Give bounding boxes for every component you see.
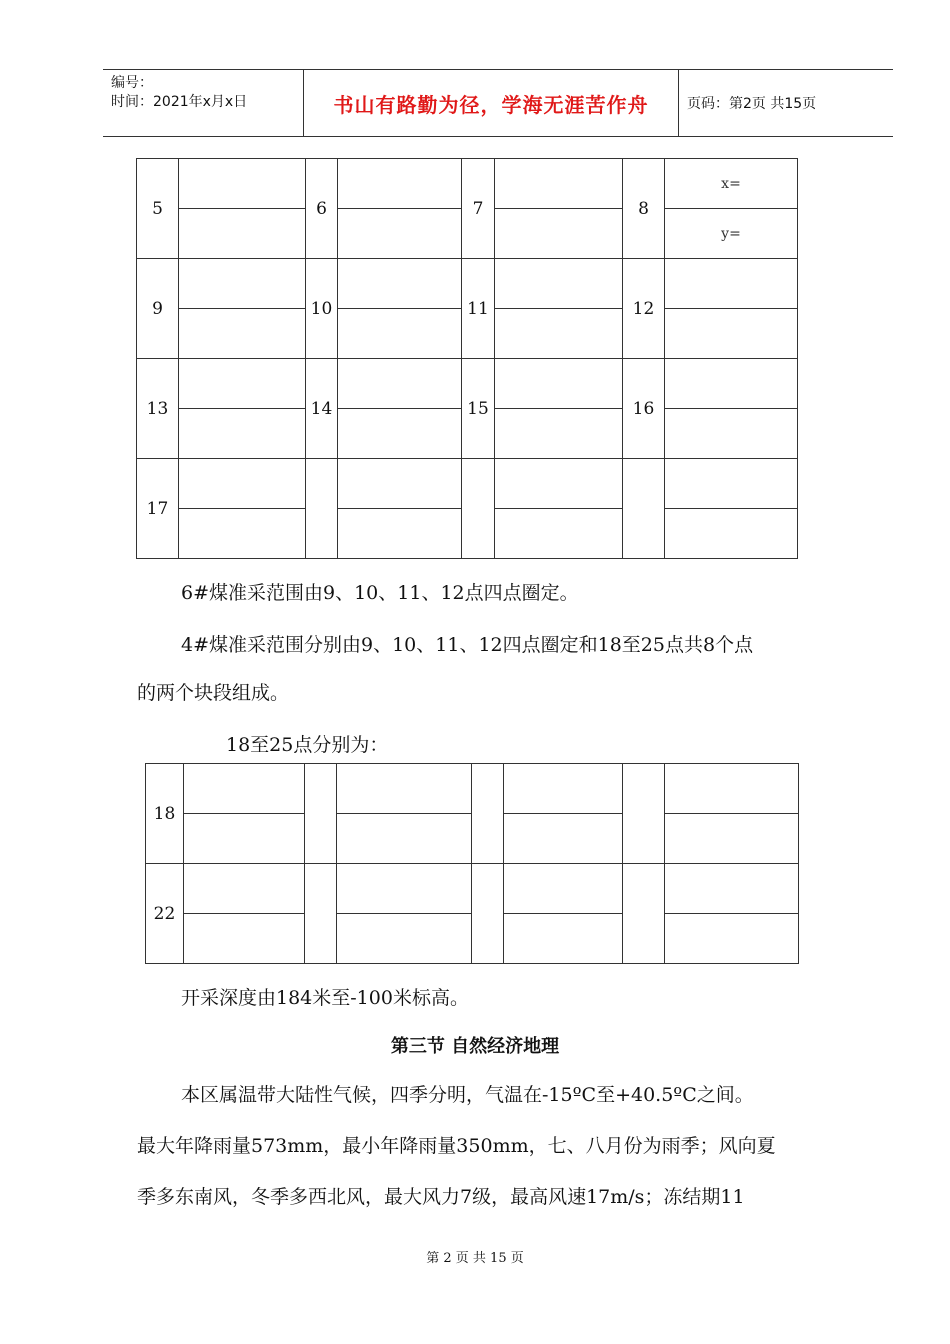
mining-depth-paragraph: 开采深度由184米至-100米标高。	[181, 987, 469, 1009]
coord-x-cell	[179, 459, 306, 509]
coord-y-cell	[495, 309, 623, 359]
coordinates-table-2	[145, 763, 799, 964]
point-number	[472, 764, 504, 864]
coord-y-cell	[184, 914, 305, 964]
point-number	[462, 459, 495, 559]
point-number: 13	[137, 359, 179, 459]
coord-y-cell	[179, 309, 306, 359]
coord-y-cell	[179, 509, 306, 559]
point-number	[623, 864, 665, 964]
coord-y-cell	[665, 309, 798, 359]
coord-x-cell	[179, 159, 306, 209]
coord-x-cell	[504, 864, 623, 914]
coord-x-cell	[495, 459, 623, 509]
coord-y-cell	[495, 209, 623, 259]
table-row	[137, 259, 798, 309]
coord-y-cell	[495, 409, 623, 459]
point-number	[623, 459, 665, 559]
header-motto-cell	[303, 70, 679, 136]
point-number	[472, 864, 504, 964]
coord-y-cell	[338, 209, 462, 259]
coord-x-cell	[338, 259, 462, 309]
coord-x-cell	[179, 259, 306, 309]
coord-x-cell	[495, 159, 623, 209]
coord-y-cell	[665, 914, 799, 964]
point-number: 7	[462, 159, 495, 259]
coord-y-cell	[665, 409, 798, 459]
point-number: 15	[462, 359, 495, 459]
coord-x-cell	[184, 864, 305, 914]
paragraph-4-seam-line2: 的两个块段组成。	[137, 682, 290, 704]
point-number	[623, 764, 665, 864]
climate-paragraph-line2: 最大年降雨量573mm，最小年降雨量350mm，七、八月份为雨季；风向夏	[137, 1135, 776, 1157]
point-number: 17	[137, 459, 179, 559]
points-18-25-caption: 18至25点分别为：	[226, 734, 389, 756]
point-number	[306, 459, 338, 559]
coord-y-cell	[665, 509, 798, 559]
coord-y-cell	[338, 309, 462, 359]
point-number	[305, 864, 337, 964]
coord-x-cell	[179, 359, 306, 409]
date-label: 时间：2021年x月x日	[111, 94, 248, 110]
coord-x-cell	[665, 359, 798, 409]
point-number: 11	[462, 259, 495, 359]
coord-x-cell	[337, 864, 472, 914]
coord-x-cell	[665, 864, 799, 914]
table-row	[146, 864, 799, 914]
coord-y-cell	[504, 914, 623, 964]
coord-y-cell	[504, 814, 623, 864]
paragraph-4-seam-line1: 4#煤准采范围分别由9、10、11、12四点圈定和18至25点共8个点	[181, 634, 754, 656]
coord-x-cell	[495, 359, 623, 409]
coord-y-cell	[495, 509, 623, 559]
point-number: 22	[146, 864, 184, 964]
coord-x-cell	[337, 764, 472, 814]
table-row	[137, 359, 798, 409]
coord-x-cell	[338, 159, 462, 209]
coord-x-cell	[495, 259, 623, 309]
coord-y-cell: y=	[665, 209, 798, 259]
coord-x-cell	[665, 259, 798, 309]
coord-y-cell	[338, 509, 462, 559]
point-number: 8	[623, 159, 665, 259]
coord-x-cell: x=	[665, 159, 798, 209]
table-row	[137, 159, 798, 209]
motto: 书山有路勤为径，学海无涯苦作舟	[333, 92, 649, 117]
point-number: 18	[146, 764, 184, 864]
point-number: 12	[623, 259, 665, 359]
coord-y-cell	[179, 409, 306, 459]
coord-x-cell	[665, 459, 798, 509]
coord-y-cell	[338, 409, 462, 459]
point-number: 10	[306, 259, 338, 359]
serial-label: 编号：	[111, 75, 153, 91]
coord-y-cell	[179, 209, 306, 259]
table-row	[137, 459, 798, 509]
coord-y-cell	[665, 814, 799, 864]
point-number: 16	[623, 359, 665, 459]
table-row	[146, 764, 799, 814]
page-info: 页码：第2页 共15页	[687, 96, 817, 112]
coord-x-cell	[184, 764, 305, 814]
paragraph-6-seam: 6#煤准采范围由9、10、11、12点四点圈定。	[181, 582, 579, 604]
coordinates-table-1	[136, 158, 798, 559]
coord-x-cell	[338, 459, 462, 509]
point-number: 5	[137, 159, 179, 259]
coord-x-cell	[665, 764, 799, 814]
point-number: 9	[137, 259, 179, 359]
page-header	[103, 69, 893, 137]
page-footer: 第 2 页 共 15 页	[426, 1251, 524, 1266]
climate-paragraph-line1: 本区属温带大陆性气候，四季分明，气温在-15ºC至+40.5ºC之间。	[181, 1084, 754, 1106]
point-number: 14	[306, 359, 338, 459]
coord-y-cell	[184, 814, 305, 864]
header-left	[103, 70, 303, 136]
coord-y-cell	[337, 914, 472, 964]
point-number: 6	[306, 159, 338, 259]
coord-x-cell	[504, 764, 623, 814]
point-number	[305, 764, 337, 864]
header-page-info-cell	[679, 70, 893, 136]
coord-y-cell	[337, 814, 472, 864]
climate-paragraph-line3: 季多东南风，冬季多西北风，最大风力7级，最高风速17m/s；冻结期11	[137, 1186, 745, 1208]
coord-x-cell	[338, 359, 462, 409]
section-title: 第三节 自然经济地理	[390, 1036, 560, 1057]
